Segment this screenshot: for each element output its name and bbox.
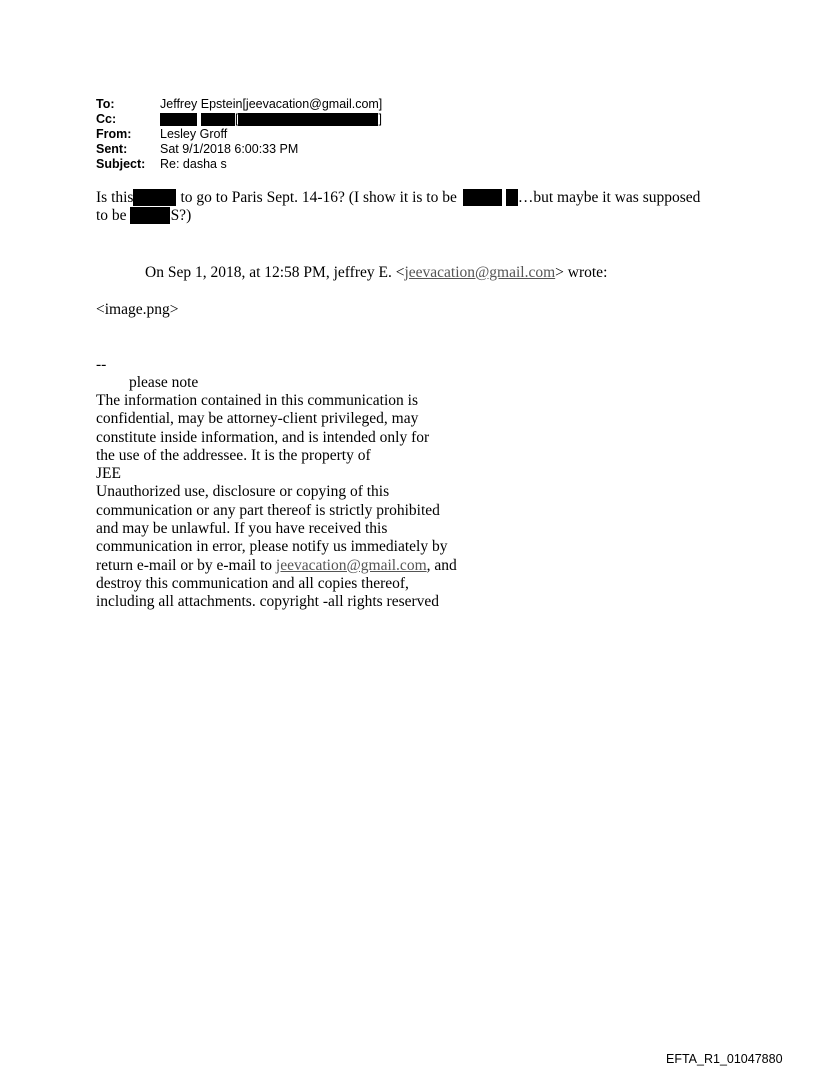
subject-row (96, 157, 382, 172)
email-header (96, 97, 382, 172)
disclaimer-line: confidential, may be attorney-client privileged, may (96, 410, 419, 428)
disclaimer-line: destroy this communication and all copies thereof, (96, 574, 409, 592)
redaction-block (201, 113, 235, 126)
body-text: …but maybe it was supposed (517, 189, 701, 206)
message-body (96, 189, 700, 225)
redaction-block (238, 113, 378, 126)
document-id: EFTA_R1_01047880 (666, 1052, 783, 1066)
disclaimer-line: Unauthorized use, disclosure or copying of this (96, 483, 390, 501)
body-line-2 (96, 207, 700, 225)
disclaimer-line: the use of the addressee. It is the property of (96, 446, 371, 464)
note-title: please note (129, 374, 199, 391)
redaction-block (133, 189, 176, 206)
quote-intro: On Sep 1, 2018, at 12:58 PM, jeffrey E. < (145, 264, 405, 281)
signature-separator: -- (96, 356, 107, 373)
redaction-block (160, 113, 197, 126)
disclaimer-line: including all attachments. copyright -all rights reserved (96, 593, 440, 611)
body-text: to go to Paris Sept. 14-16? (I show it is to be (180, 189, 457, 206)
disclaimer-line: constitute inside information, and is intended only for (96, 428, 430, 446)
redaction-block (463, 189, 502, 206)
disclaimer-line: JEE (96, 465, 121, 483)
subject-value: Re: dasha s (160, 157, 227, 171)
redaction-block (130, 207, 170, 224)
body-text: S?) (170, 207, 192, 224)
to-value: Jeffrey Epstein[jeevacation@gmail.com] (160, 97, 383, 111)
cc-open-bracket: [ (235, 112, 239, 126)
redaction-block (506, 189, 518, 206)
quote-email-link[interactable]: jeevacation@gmail.com (404, 264, 556, 281)
cc-row (96, 112, 382, 127)
to-label: To: (96, 97, 115, 111)
cc-close-bracket: ] (378, 112, 382, 126)
body-text: to be (96, 207, 127, 224)
quoted-header (145, 264, 607, 282)
disclaimer-line: communication in error, please notify us immediately by (96, 538, 448, 556)
body-line-1 (96, 189, 700, 207)
body-text: Is this (96, 189, 134, 206)
cc-label: Cc: (96, 112, 117, 126)
disclaimer-text: , and (426, 556, 457, 574)
disclaimer-email-line (96, 557, 457, 575)
to-row (96, 97, 382, 112)
sent-row (96, 142, 382, 157)
disclaimer-email-link[interactable]: jeevacation@gmail.com (275, 556, 427, 574)
disclaimer-line: and may be unlawful. If you have received this (96, 520, 388, 538)
image-placeholder: <image.png> (96, 301, 179, 318)
disclaimer-line: The information contained in this communication is (96, 392, 418, 409)
from-label: From: (96, 127, 132, 141)
from-value: Lesley Groff (160, 127, 228, 141)
from-row (96, 127, 382, 142)
cc-value (160, 112, 382, 127)
disclaimer (96, 392, 457, 612)
disclaimer-line: communication or any part thereof is strictly prohibited (96, 501, 440, 519)
sent-label: Sent: (96, 142, 128, 156)
disclaimer-text: return e-mail or by e-mail to (96, 556, 276, 574)
subject-label: Subject: (96, 157, 146, 171)
sent-value: Sat 9/1/2018 6:00:33 PM (160, 142, 299, 156)
quote-outro: > wrote: (555, 264, 608, 281)
